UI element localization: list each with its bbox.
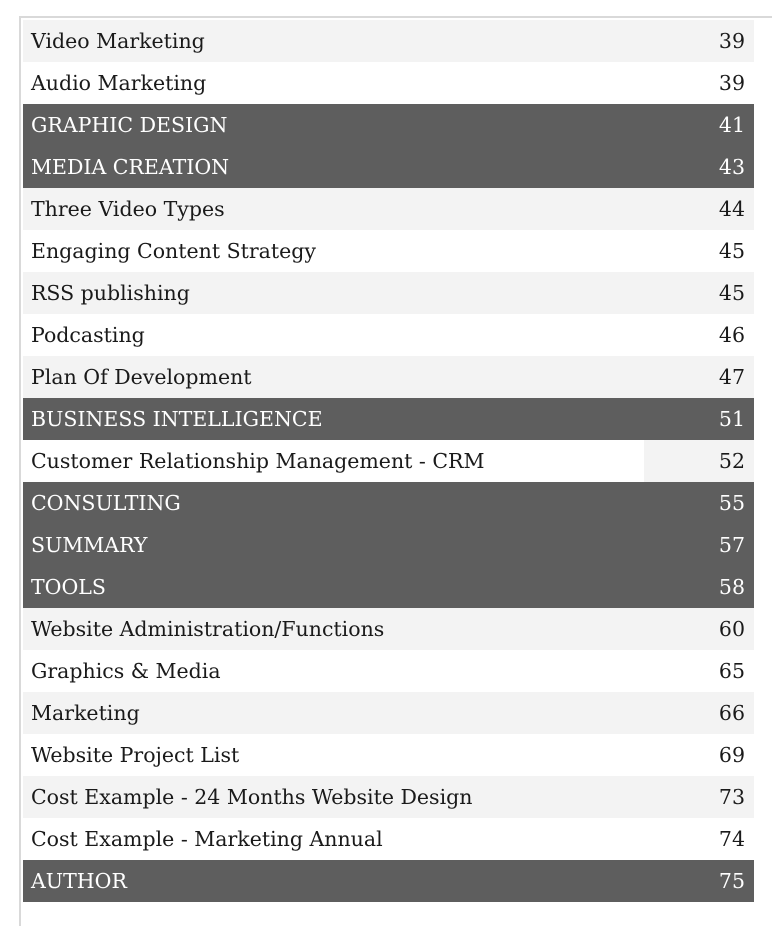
- toc-section-label: SUMMARY: [31, 533, 148, 557]
- toc-page-number: 57: [718, 533, 745, 557]
- toc-row-0[interactable]: [23, 20, 754, 62]
- toc-frame: [19, 16, 772, 926]
- toc-row-7[interactable]: [23, 314, 754, 356]
- toc-section-label: BUSINESS INTELLIGENCE: [31, 407, 323, 431]
- toc-page-number: 44: [718, 197, 745, 221]
- toc-row-8[interactable]: [23, 356, 754, 398]
- toc-section-row-20[interactable]: [23, 860, 754, 902]
- toc-page-number: 46: [718, 323, 745, 347]
- toc-entry-label: Podcasting: [31, 323, 145, 347]
- toc-section-row-2[interactable]: [23, 104, 754, 146]
- toc-entry-label: Plan Of Development: [31, 365, 252, 389]
- toc-row-17[interactable]: [23, 734, 754, 776]
- toc-section-label: MEDIA CREATION: [31, 155, 230, 179]
- toc-page-number: 73: [718, 785, 745, 809]
- toc-section-label: CONSULTING: [31, 491, 181, 515]
- toc-page-number: 51: [718, 407, 745, 431]
- toc-page-number: 43: [718, 155, 745, 179]
- toc-page-number: 58: [718, 575, 745, 599]
- toc-entry-label: Engaging Content Strategy: [31, 239, 316, 263]
- toc-page-number: 52: [644, 440, 754, 482]
- toc-page-number: 75: [718, 869, 745, 893]
- toc-page-number: 65: [718, 659, 745, 683]
- toc-page-number: 45: [718, 239, 745, 263]
- toc-entry-label: Video Marketing: [31, 29, 205, 53]
- toc-entry-label: Cost Example - Marketing Annual: [31, 827, 383, 851]
- toc-page-number: 69: [718, 743, 745, 767]
- table-of-contents: [23, 20, 754, 902]
- toc-entry-label: Customer Relationship Management - CRM: [31, 449, 485, 473]
- toc-entry-label: RSS publishing: [31, 281, 190, 305]
- toc-section-row-12[interactable]: [23, 524, 754, 566]
- toc-entry-label: Audio Marketing: [31, 71, 207, 95]
- toc-entry-label: Website Project List: [31, 743, 240, 767]
- toc-page-number: 66: [718, 701, 745, 725]
- toc-section-row-13[interactable]: [23, 566, 754, 608]
- toc-page-number: 39: [718, 29, 745, 53]
- toc-entry-label: Three Video Types: [31, 197, 225, 221]
- toc-page-number: 45: [718, 281, 745, 305]
- toc-row-10[interactable]: [23, 440, 754, 482]
- toc-section-label: GRAPHIC DESIGN: [31, 113, 228, 137]
- toc-row-1[interactable]: [23, 62, 754, 104]
- toc-page-number: 39: [718, 71, 745, 95]
- toc-row-16[interactable]: [23, 692, 754, 734]
- toc-entry-label: Website Administration/Functions: [31, 617, 385, 641]
- toc-row-5[interactable]: [23, 230, 754, 272]
- toc-row-19[interactable]: [23, 818, 754, 860]
- toc-entry-label: Cost Example - 24 Months Website Design: [31, 785, 473, 809]
- toc-page-number: 60: [718, 617, 745, 641]
- toc-row-14[interactable]: [23, 608, 754, 650]
- toc-page-number: 47: [718, 365, 745, 389]
- toc-page-number: 74: [718, 827, 745, 851]
- toc-row-4[interactable]: [23, 188, 754, 230]
- toc-section-row-11[interactable]: [23, 482, 754, 524]
- toc-entry-label: Graphics & Media: [31, 659, 221, 683]
- toc-section-row-9[interactable]: [23, 398, 754, 440]
- toc-page-number: 41: [718, 113, 745, 137]
- toc-row-15[interactable]: [23, 650, 754, 692]
- toc-section-label: TOOLS: [31, 575, 106, 599]
- toc-row-6[interactable]: [23, 272, 754, 314]
- toc-page-number: 55: [718, 491, 745, 515]
- toc-section-label: AUTHOR: [31, 869, 127, 893]
- toc-entry-label: Marketing: [31, 701, 140, 725]
- toc-row-18[interactable]: [23, 776, 754, 818]
- toc-section-row-3[interactable]: [23, 146, 754, 188]
